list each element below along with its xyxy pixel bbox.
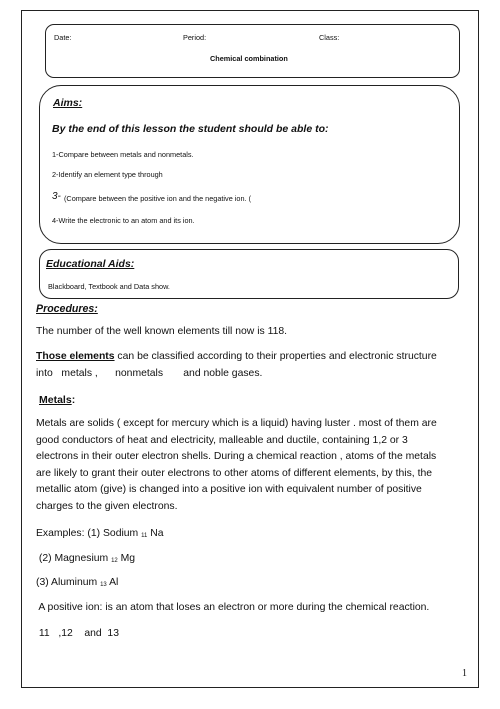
aims-intro: By the end of this lesson the student should be able to: bbox=[52, 123, 329, 135]
aids-box bbox=[39, 249, 459, 299]
aims-heading: Aims: bbox=[53, 97, 83, 109]
procedures-heading: Procedures: bbox=[36, 303, 98, 315]
page-number: 1 bbox=[462, 668, 467, 679]
aids-text: Blackboard, Textbook and Data show. bbox=[48, 282, 170, 291]
lesson-title: Chemical combination bbox=[210, 54, 288, 63]
positive-ion-definition: A positive ion: is an atom that loses an electron or more during the chemical reaction. bbox=[36, 602, 430, 613]
date-label: Date: bbox=[54, 33, 72, 42]
class-label: Class: bbox=[319, 33, 340, 42]
sodium-symbol: Na bbox=[147, 528, 164, 539]
sodium-atomic-number: 11 bbox=[141, 533, 148, 539]
example-aluminum bbox=[36, 575, 118, 594]
metals-line-6: charges to the given electrons. bbox=[36, 500, 178, 512]
header-box bbox=[45, 24, 460, 78]
aims-item-3-number: 3- bbox=[52, 191, 61, 202]
aims-item-2: 2-Identify an element type through bbox=[52, 170, 163, 179]
aluminum-atomic-number: 13 bbox=[100, 582, 107, 588]
aids-heading: Educational Aids: bbox=[46, 258, 135, 270]
aims-item-4: 4-Write the electronic to an atom and its ion. bbox=[52, 216, 195, 225]
aims-item-3: (Compare between the positive ion and the negative ion. ( bbox=[64, 194, 251, 203]
metals-heading-text: Metals bbox=[39, 394, 72, 406]
example-aluminum-label: (3) Aluminum bbox=[36, 577, 101, 588]
magnesium-symbol: Mg bbox=[117, 553, 136, 564]
metals-line-1: Metals are solids ( except for mercury which is a liquid) having luster . most of them are bbox=[36, 418, 437, 429]
metals-heading-colon: : bbox=[71, 394, 76, 406]
metals-line-2: good conductors of heat and electricity, malleable and ductile, containing 1,2 or 3 bbox=[36, 434, 408, 446]
those-elements-phrase: Those elements bbox=[36, 351, 115, 362]
example-sodium-label: Examples: (1) Sodium bbox=[36, 528, 142, 539]
example-sodium bbox=[36, 526, 164, 545]
aluminum-symbol: Al bbox=[106, 577, 119, 588]
aims-item-1: 1-Compare between metals and nonmetals. bbox=[52, 150, 194, 159]
classification-line2: into metals , nonmetals and noble gases. bbox=[36, 367, 263, 379]
classification-text: can be classified according to their properties and electronic structure bbox=[114, 351, 437, 362]
metals-line-3: electrons in their outer electron shells. During a chemical reaction , atoms of the metals bbox=[36, 451, 437, 462]
example-magnesium-label: (2) Magnesium bbox=[36, 553, 112, 564]
metals-heading bbox=[39, 394, 75, 406]
elements-count-line: The number of the well known elements till now is 118. bbox=[36, 326, 288, 337]
magnesium-atomic-number: 12 bbox=[111, 558, 118, 564]
metals-paragraph bbox=[36, 416, 461, 515]
period-label: Period: bbox=[183, 33, 207, 42]
metals-line-5: metallic atom (give) is changed into a positive ion with equivalent number of positive bbox=[36, 484, 422, 495]
atomic-numbers-line: 11 ,12 and 13 bbox=[36, 628, 119, 639]
classification-paragraph bbox=[36, 349, 461, 382]
metals-line-4: are likely to grant their outer electrons to other atoms of different elements, by this, the bbox=[36, 467, 433, 479]
example-magnesium bbox=[36, 551, 135, 570]
